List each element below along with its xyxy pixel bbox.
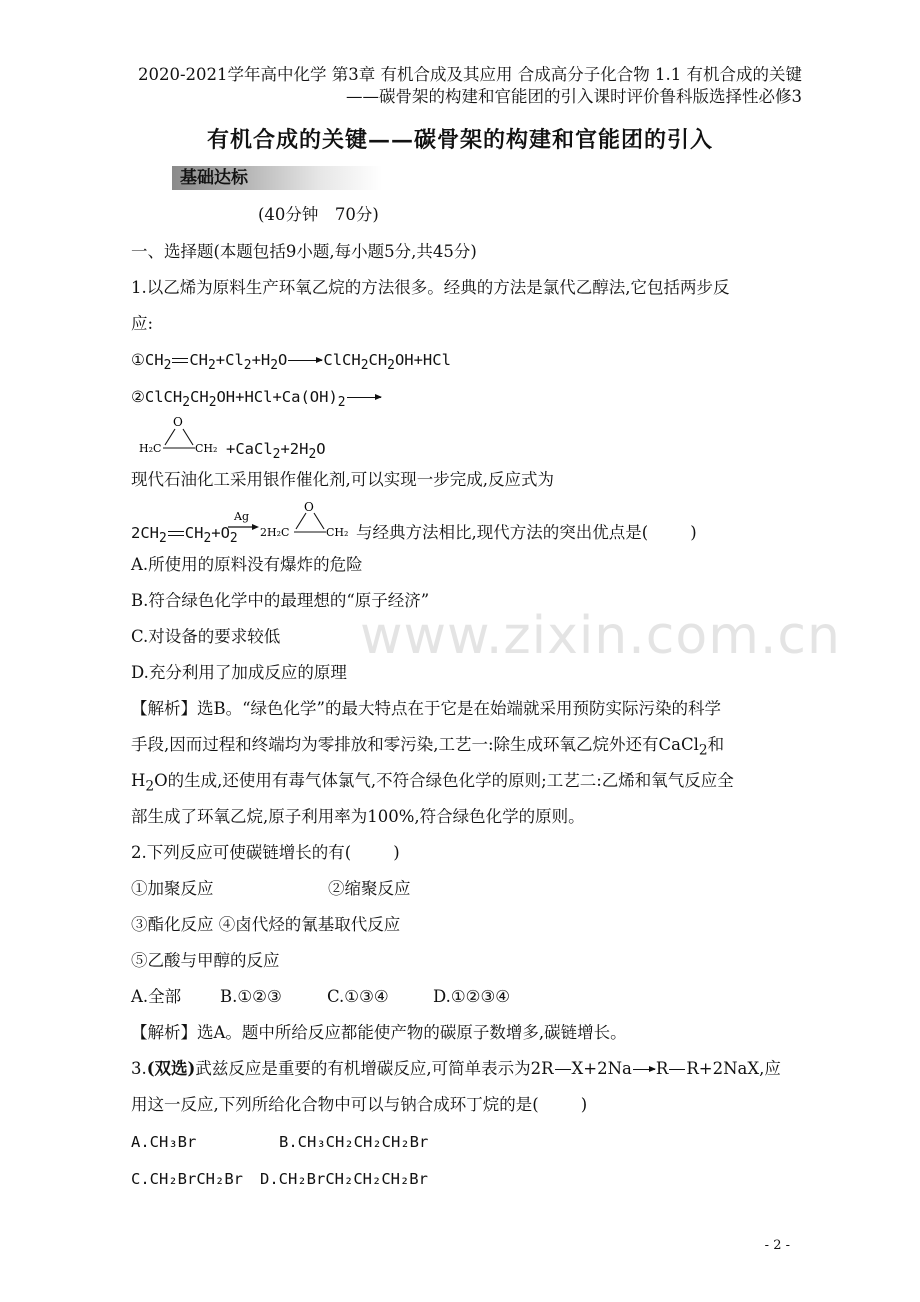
- q2-item-2: ②缩聚反应: [328, 879, 411, 898]
- q1-reaction-2-products: $+CaCl_2+2H_2O$: [226, 440, 326, 463]
- q1-modern-method: 现代石油化工采用银作催化剂,可以实现一步完成,反应式为: [131, 470, 554, 489]
- q1-reaction-2: $②ClCH_2CH_2OH+HCl+Ca(OH)_2$: [131, 386, 382, 414]
- q3-option-d: D.CH₂BrCH₂CH₂CH₂Br: [260, 1170, 428, 1188]
- reaction-arrow: [347, 397, 381, 398]
- single-bond: [555, 1069, 571, 1070]
- q2-option-b: B.①②③: [220, 987, 282, 1006]
- section-banner: 基础达标: [172, 166, 382, 190]
- single-bond: [669, 1069, 685, 1070]
- q1-option-a: A.所使用的原料没有爆炸的危险: [131, 555, 363, 574]
- q1-option-c: C.对设备的要求较低: [131, 627, 281, 646]
- q1-stem-line-2: 应:: [131, 314, 154, 333]
- q1-reaction-1: $①CH_2$ $CH_2+Cl_2+H_2O$ $ClCH_2CH_2OH+HCl$: [131, 351, 451, 374]
- q1-analysis-line-4: 部生成了环氧乙烷,原子利用率为100%,符合绿色化学的原则。: [131, 807, 585, 826]
- q2-item-5: ⑤乙酸与甲醇的反应: [131, 951, 280, 970]
- q1-analysis-line-1: 【解析】选B。“绿色化学”的最大特点在于它是在始端就采用预防实际污染的科学: [131, 699, 721, 718]
- reaction-arrow: [288, 360, 322, 361]
- epoxide-oxygen: O: [173, 415, 183, 429]
- q2-option-c: C.①③④: [327, 987, 389, 1006]
- epoxide-left-carbon: H₂C: [139, 442, 162, 455]
- header-line-1: 2020-2021学年高中化学 第3章 有机合成及其应用 合成高分子化合物 1.1 有机合成的关键: [137, 65, 802, 84]
- page-title: 有机合成的关键——碳骨架的构建和官能团的引入: [206, 127, 713, 153]
- document-header: [138, 64, 802, 108]
- double-bond: [172, 358, 188, 363]
- q2-item-1: ①加聚反应: [131, 879, 214, 898]
- catalytic-product-structure: [228, 498, 353, 544]
- q3-stem-line-2: 用这一反应,下列所给化合物中可以与钠合成环丁烷的是( ): [131, 1095, 588, 1114]
- q3-option-a: A.CH₃Br: [131, 1133, 197, 1151]
- epoxide-oxygen: O: [304, 500, 314, 514]
- watermark: www.zixin.com.cn: [360, 606, 841, 666]
- q1-stem-line-1: 1.以乙烯为原料生产环氧乙烷的方法很多。经典的方法是氯代乙醇法,它包括两步反: [131, 278, 730, 297]
- time-info: (40分钟 70分): [258, 205, 379, 224]
- q2-option-a: A.全部: [131, 987, 182, 1006]
- q2-items-3-4: ③酯化反应 ④卤代烃的氰基取代反应: [131, 915, 401, 934]
- epoxide-right-carbon: CH₂: [195, 442, 218, 455]
- q3-stem-line-1: 3.(双选)武兹反应是重要的有机增碳反应,可简单表示为2R X+2Na R R+2NaX,应: [131, 1059, 781, 1078]
- q2-stem: 2.下列反应可使碳链增长的有( ): [131, 843, 400, 862]
- q2-analysis: 【解析】选A。题中所给反应都能使产物的碳原子数增多,碳链增长。: [131, 1023, 627, 1042]
- q3-option-b: B.CH₃CH₂CH₂CH₂Br: [279, 1133, 429, 1151]
- q2-option-d: D.①②③④: [433, 987, 511, 1006]
- section-heading: 一、选择题(本题包括9小题,每小题5分,共45分): [131, 242, 477, 261]
- header-line-2: ——碳骨架的构建和官能团的引入课时评价鲁科版选择性必修3: [346, 87, 802, 106]
- q1-analysis-line-3: $H_2O$的生成,还使用有毒气体氯气,不符合绿色化学的原则;工艺二:乙烯和氧气反应全: [131, 771, 734, 795]
- epoxide-structure: [135, 414, 225, 460]
- reaction-arrow: [633, 1069, 655, 1070]
- q1-analysis-line-2: 手段,因而过程和终端均为零排放和零污染,工艺一:除生成环氧乙烷外还有CaCl$_2$和: [131, 735, 725, 759]
- product-left: 2H₂C: [260, 526, 290, 539]
- q1-option-d: D.充分利用了加成反应的原理: [131, 663, 347, 682]
- double-bond: [168, 531, 184, 536]
- page-number: - 2 -: [764, 1238, 790, 1253]
- catalyst-label: Ag: [234, 510, 249, 523]
- q1-reaction-3: $2CH_2$ $CH_2+O_2$: [131, 524, 238, 547]
- q3-option-c: C.CH₂BrCH₂Br: [131, 1170, 243, 1188]
- q1-question: 与经典方法相比,现代方法的突出优点是( ): [356, 523, 697, 542]
- product-right: CH₂: [326, 526, 349, 539]
- q1-option-b: B.符合绿色化学中的最理想的“原子经济”: [131, 591, 430, 610]
